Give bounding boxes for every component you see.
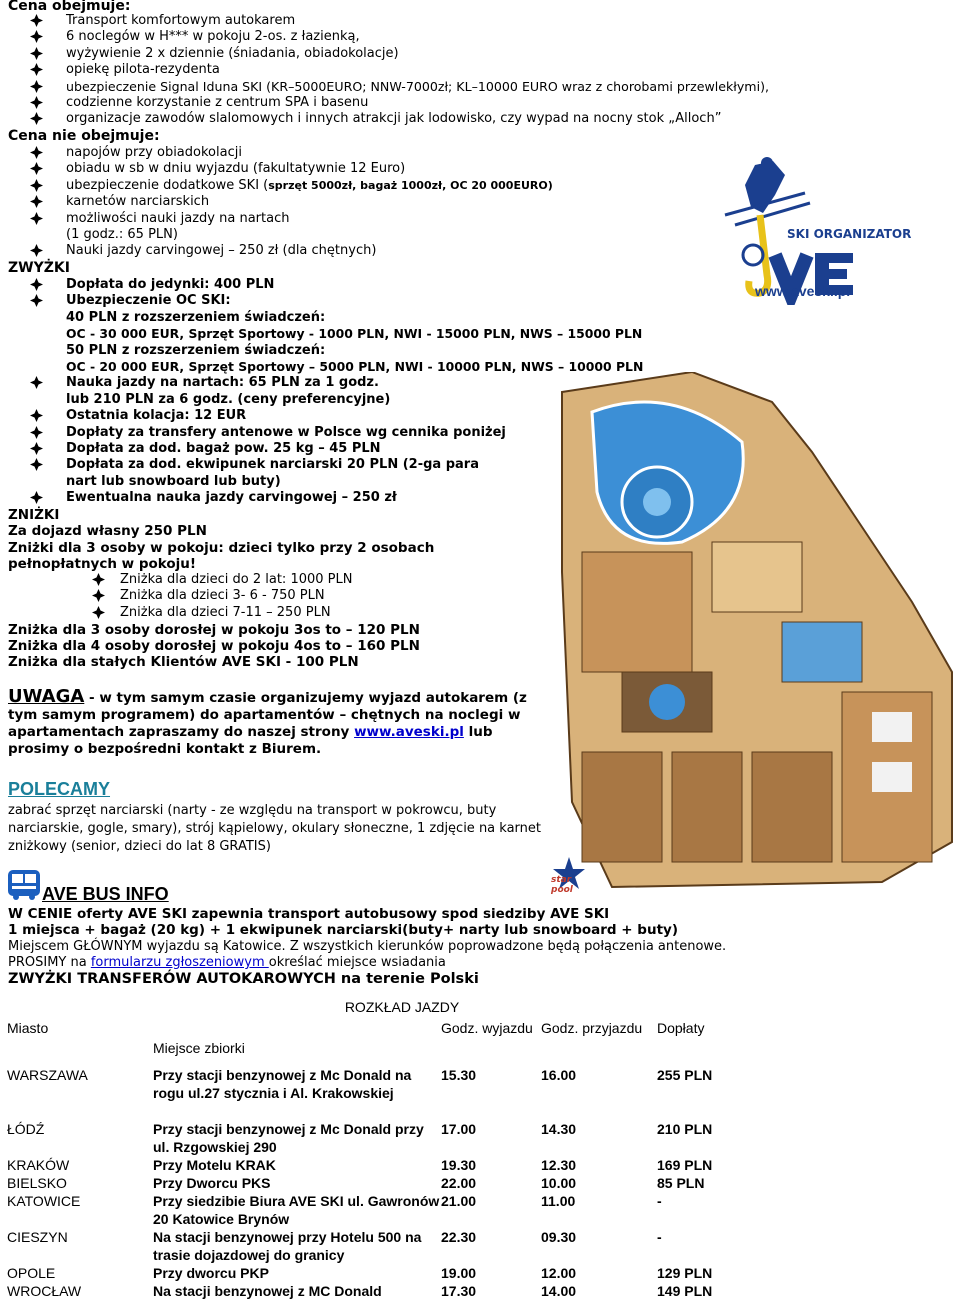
diamond-bullet-icon — [30, 294, 43, 307]
list-item: organizacje zawodów slalomowych i innych atrakcji jak lodowisko, czy wypad na nocny stok „Alloch” — [30, 111, 769, 127]
discounts-title: ZNIŻKI — [8, 507, 60, 523]
table-cell: 169 PLN — [657, 1157, 713, 1173]
column-header: Godz. przyjazdu — [541, 1020, 643, 1036]
list-item: nart lub snowboard lub buty) — [66, 473, 281, 489]
list-item: napojów przy obiadokolacji — [30, 145, 553, 161]
list-item: lub 210 PLN za 6 godz. (ceny preferencyjne) — [66, 391, 391, 407]
table-cell: KRAKÓW — [7, 1157, 70, 1173]
list-item: Nauki jazdy carvingowej – 250 zł (dla chętnych) — [30, 243, 553, 259]
kids-discount-list — [92, 572, 352, 621]
table-cell: 12.30 — [541, 1157, 577, 1173]
list-item: ubezpieczenie Signal Iduna SKI (KR–5000EURO; NNW-7000zł; KL–10000 EURO wraz z chorobami przewlekłymi), — [30, 79, 769, 95]
table-cell: - — [657, 1193, 662, 1209]
table-cell: 22.00 — [441, 1175, 477, 1191]
diamond-bullet-icon — [30, 244, 43, 257]
starpool-logo: star pool — [549, 855, 589, 895]
list-item: 50 PLN z rozszerzeniem świadczeń: — [66, 342, 326, 358]
diamond-bullet-icon — [30, 212, 43, 225]
table-cell: 16.00 — [541, 1067, 577, 1083]
diamond-bullet-icon — [30, 458, 43, 471]
included-list — [30, 13, 769, 128]
polecamy-title[interactable]: POLECAMY — [8, 779, 111, 799]
table-cell: 14.30 — [541, 1121, 577, 1137]
table-cell: BIELSKO — [7, 1175, 67, 1191]
list-item: (1 godz.: 65 PLN) — [66, 226, 178, 242]
table-cell: Przy Motelu KRAK — [153, 1157, 276, 1173]
uwaga-lead: UWAGA — [8, 686, 85, 707]
table-row — [2, 1156, 758, 1174]
table-cell: Na stacji benzynowej przy Hotelu 500 na trasie dojazdowej do granicy — [153, 1229, 422, 1263]
extras-title: ZWYŻKI — [8, 260, 70, 276]
table-header-row — [2, 1016, 758, 1066]
list-item: Nauka jazdy na nartach: 65 PLN za 1 godz. — [30, 375, 643, 391]
bus-line-4: PROSIMY na formularzu zgłoszeniowym określać miejsce wsiadania — [8, 955, 446, 970]
table-cell: 210 PLN — [657, 1121, 713, 1137]
diamond-bullet-icon — [30, 14, 43, 27]
table-cell: Przy stacji benzynowej z Mc Donald na rogu ul.27 stycznia i Al. Krakowskiej — [153, 1067, 412, 1101]
table-row — [2, 1120, 758, 1156]
timetable-title: ROZKŁAD JAZDY — [344, 999, 460, 1015]
table-cell: ŁÓDŹ — [7, 1121, 45, 1137]
diamond-bullet-icon — [30, 409, 43, 422]
table-cell: Przy dworcu PKP — [153, 1265, 269, 1281]
diamond-bullet-icon — [30, 195, 43, 208]
table-cell: 19.30 — [441, 1157, 477, 1173]
diamond-bullet-icon — [30, 63, 43, 76]
bus-icon — [6, 866, 42, 902]
diamond-bullet-icon — [30, 146, 43, 159]
discount-own-transport: Za dojazd własny 250 PLN — [8, 523, 207, 539]
list-item: opiekę pilota-rezydenta — [30, 62, 769, 78]
discount-loyal: Zniżka dla stałych Klientów AVE SKI - 100 PLN — [8, 654, 359, 670]
column-header: Dopłaty — [657, 1020, 705, 1036]
column-header: Godz. wyjazdu — [441, 1020, 533, 1036]
timetable-body — [2, 1066, 758, 1300]
list-item: Dopłata za dod. ekwipunek narciarski 20 PLN (2-ga para — [30, 457, 643, 473]
list-item: Dopłaty za transfery antenowe w Polsce wg cennika poniżej — [30, 425, 643, 441]
diamond-bullet-icon — [30, 162, 43, 175]
discount-adult-4: Zniżka dla 4 osoby dorosłej w pokoju 4os to – 160 PLN — [8, 638, 420, 654]
discount-full-payers: pełnopłatnych w pokoju! — [8, 556, 197, 572]
table-cell: 12.00 — [541, 1265, 577, 1281]
table-cell: 17.00 — [441, 1121, 477, 1137]
diamond-bullet-icon — [30, 426, 43, 439]
table-cell: 129 PLN — [657, 1265, 713, 1281]
table-cell: 15.30 — [441, 1067, 477, 1083]
list-item: OC - 30 000 EUR, Sprzęt Sportowy - 1000 PLN, NWI - 15000 PLN, NWS – 15000 PLN — [66, 326, 643, 342]
list-item: Dopłata za dod. bagaż pow. 25 kg – 45 PLN — [30, 441, 643, 457]
table-cell: - — [657, 1229, 662, 1245]
diamond-bullet-icon — [30, 376, 43, 389]
table-row — [2, 1264, 758, 1282]
list-item: Zniżka dla dzieci do 2 lat: 1000 PLN — [92, 572, 352, 588]
table-cell: Przy Dworcu PKS — [153, 1175, 271, 1191]
table-cell: WARSZAWA — [7, 1067, 88, 1083]
bus-line-3: Miejscem GŁÓWNYM wyjazdu są Katowice. Z wszystkich kierunków poprowadzone będą połączenia antenowe. — [8, 939, 727, 954]
diamond-bullet-icon — [30, 179, 43, 192]
list-item: Transport komfortowym autokarem — [30, 13, 769, 29]
included-title: Cena obejmuje: — [8, 0, 131, 14]
list-item: Dopłata do jedynki: 400 PLN — [30, 277, 643, 293]
diamond-bullet-icon — [30, 30, 43, 43]
list-item: karnetów narciarskich — [30, 194, 553, 210]
list-item: codzienne korzystanie z centrum SPA i basenu — [30, 95, 769, 111]
table-cell: WROCŁAW — [7, 1283, 82, 1299]
spa-floor-plan-image — [552, 372, 957, 892]
diamond-bullet-icon — [92, 606, 105, 619]
list-item: możliwości nauki jazdy na nartach — [30, 211, 553, 227]
diamond-bullet-icon — [30, 278, 43, 291]
table-row — [2, 1192, 758, 1228]
diamond-bullet-icon — [30, 491, 43, 504]
bus-line-2: 1 miejsca + bagaż (20 kg) + 1 ekwipunek narciarski(buty+ narty lub snowboard + buty) — [8, 922, 678, 938]
list-item: OC - 20 000 EUR, Sprzęt Sportowy – 5000 PLN, NWI - 10000 PLN, NWS – 10000 PLN — [66, 358, 644, 374]
list-item: 6 noclegów w H*** w pokoju 2-os. z łazienką, — [30, 29, 769, 45]
list-item: wyżywienie 2 x dziennie (śniadania, obiadokolacje) — [30, 46, 769, 62]
transfers-title: ZWYŻKI TRANSFERÓW AUTOKAROWYCH na terenie Polski — [8, 971, 479, 987]
list-item: Zniżka dla dzieci 3- 6 - 750 PLN — [92, 588, 352, 604]
table-cell: CIESZYN — [7, 1229, 68, 1245]
excluded-list — [30, 145, 553, 260]
discount-third-person: Zniżki dla 3 osoby w pokoju: dzieci tylko przy 2 osobach — [8, 540, 435, 556]
bus-line-1: W CENIE oferty AVE SKI zapewnia transport autobusowy spod siedziby AVE SKI — [8, 906, 610, 922]
logo-url: www.aveski.pl — [755, 283, 851, 299]
logo-tag: SKI ORGANIZATOR — [787, 227, 912, 241]
uwaga-note: UWAGA - w tym samym czasie organizujemy wyjazd autokarem (z tym samym programem) do apartamentów – chętnych na noclegi w apartamentach zapraszamy do naszej strony www.aveski.pl lub prosimy o bezpośredni kontakt z Biurem. — [8, 686, 527, 757]
ave-ski-logo — [715, 155, 915, 305]
timetable — [2, 998, 758, 1300]
table-row — [2, 1282, 758, 1300]
column-header: Miejsce zbiorki — [153, 1040, 245, 1056]
polecamy-text: zabrać sprzęt narciarski (narty - ze względu na transport w pokrowcu, buty narciarskie, gogle, smary), strój kąpielowy, okulary słoneczne, 1 zdjęcie na karnet zniżkowy (senior, dzieci do lat 8 GRATIS) — [8, 803, 541, 854]
list-item: ubezpieczenie dodatkowe SKI (sprzęt 5000zł, bagaż 1000zł, OC 20 000EURO) — [30, 178, 553, 194]
column-header: Miasto — [7, 1020, 49, 1036]
table-cell: Przy siedzibie Biura AVE SKI ul. Gawronów 20 Katowice Brynów — [153, 1193, 440, 1227]
table-cell: 85 PLN — [657, 1175, 705, 1191]
table-cell: 255 PLN — [657, 1067, 713, 1083]
aveski-link[interactable]: www.aveski.pl — [354, 724, 464, 740]
discount-adult-3: Zniżka dla 3 osoby dorosłej w pokoju 3os to – 120 PLN — [8, 622, 420, 638]
ski-insurance-note: sprzęt 5000zł, bagaż 1000zł, OC 20 000EURO) — [268, 178, 553, 192]
excluded-title: Cena nie obejmuje: — [8, 128, 160, 144]
table-cell: Na stacji benzynowej z MC Donald — [153, 1283, 382, 1299]
table-row — [2, 1066, 758, 1120]
table-row — [2, 1228, 758, 1264]
list-item: Ostatnia kolacja: 12 EUR — [30, 408, 643, 424]
list-item: Zniżka dla dzieci 7-11 – 250 PLN — [92, 605, 352, 621]
table-cell: 21.00 — [441, 1193, 477, 1209]
table-cell: KATOWICE — [7, 1193, 81, 1209]
diamond-bullet-icon — [92, 573, 105, 586]
table-cell: 14.00 — [541, 1283, 577, 1299]
table-cell: 149 PLN — [657, 1283, 713, 1299]
table-cell: OPOLE — [7, 1265, 56, 1281]
list-item: 40 PLN z rozszerzeniem świadczeń: — [66, 309, 326, 325]
list-item: Ubezpieczenie OC SKI: — [30, 293, 643, 309]
table-cell: 19.00 — [441, 1265, 477, 1281]
bus-info-title: AVE BUS INFO — [42, 884, 169, 904]
diamond-bullet-icon — [30, 112, 43, 125]
diamond-bullet-icon — [30, 96, 43, 109]
table-cell: 22.30 — [441, 1229, 477, 1245]
list-item: Ewentualna nauka jazdy carvingowej – 250 zł — [30, 490, 643, 506]
diamond-bullet-icon — [92, 589, 105, 602]
list-item: obiadu w sb w dniu wyjazdu (fakultatywnie 12 Euro) — [30, 161, 553, 177]
table-cell: 11.00 — [541, 1193, 576, 1209]
table-row — [2, 1174, 758, 1192]
diamond-bullet-icon — [30, 80, 43, 93]
table-cell: 10.00 — [541, 1175, 577, 1191]
table-cell: 09.30 — [541, 1229, 577, 1245]
registration-form-link[interactable]: formularzu zgłoszeniowym — [90, 955, 269, 970]
diamond-bullet-icon — [30, 47, 43, 60]
table-cell: Przy stacji benzynowej z Mc Donald przy ul. Rzgowskiej 290 — [153, 1121, 424, 1155]
table-cell: 17.30 — [441, 1283, 477, 1299]
diamond-bullet-icon — [30, 442, 43, 455]
